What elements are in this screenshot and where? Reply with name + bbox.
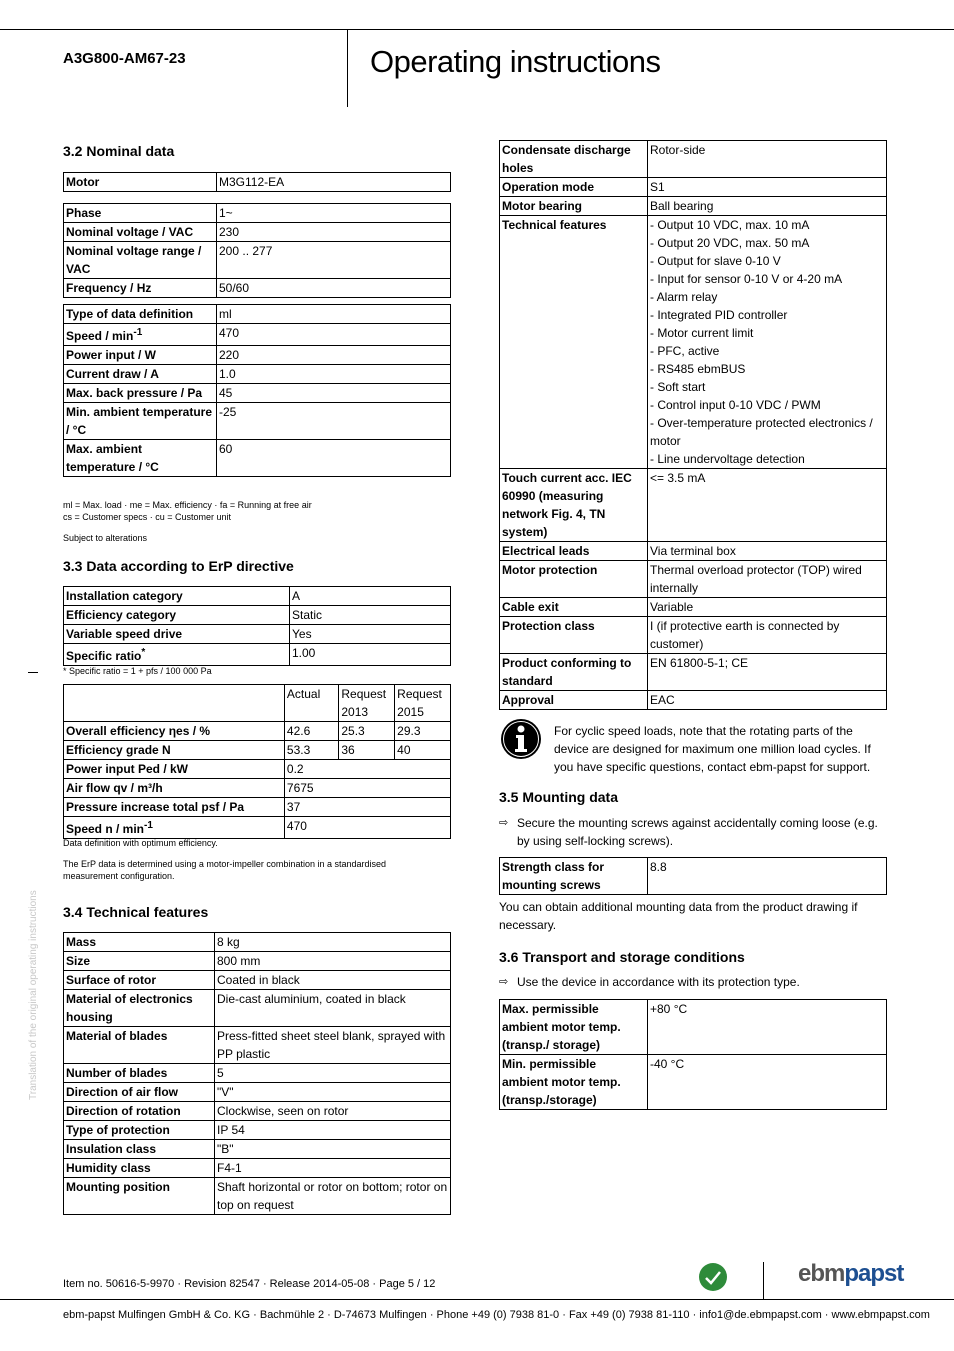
row-label: Nominal voltage range / VAC <box>64 242 217 279</box>
row-value: 470 <box>217 324 451 346</box>
arrow-icon: ⇨ <box>499 817 509 829</box>
table-row <box>64 1102 451 1121</box>
row-value: Yes <box>290 625 451 644</box>
table-row <box>64 346 451 365</box>
row-value: A <box>290 587 451 606</box>
row-value: 800 mm <box>215 952 451 971</box>
note-alterations: Subject to alterations <box>63 533 148 543</box>
feature-item: - Alarm relay <box>650 290 718 304</box>
feature-item: - Integrated PID controller <box>650 308 788 322</box>
mounting-bullet-text: Secure the mounting screws against accidentally coming loose (e.g. by using self-locking screws). <box>517 816 878 848</box>
row-label: Max. back pressure / Pa <box>64 384 217 403</box>
table-row <box>500 141 887 178</box>
row-value: Die-cast aluminium, coated in black <box>215 990 451 1027</box>
transport-bullet <box>499 973 897 991</box>
row-value: Ball bearing <box>648 197 887 216</box>
section-heading-mounting: 3.5 Mounting data <box>499 789 618 805</box>
row-label: Humidity class <box>64 1159 215 1178</box>
transport-bullet-text: Use the device in accordance with its protection type. <box>517 975 800 989</box>
section-heading-technical: 3.4 Technical features <box>63 904 209 920</box>
table-row <box>500 216 887 469</box>
table-row <box>64 644 451 666</box>
feature-item: - Motor current limit <box>650 326 754 340</box>
table-row <box>500 1000 887 1055</box>
row-value: 29.3 <box>395 722 451 741</box>
table-row <box>64 606 451 625</box>
row-value: 0.2 <box>284 760 450 779</box>
row-value: 25.3 <box>339 722 395 741</box>
table-row <box>500 469 887 542</box>
row-value: 60 <box>217 440 451 477</box>
row-label: Type of protection <box>64 1121 215 1140</box>
table-row <box>500 617 887 654</box>
section-heading-erp: 3.3 Data according to ErP directive <box>63 558 294 574</box>
technical-table <box>63 932 451 1215</box>
row-value: 37 <box>284 798 450 817</box>
table-row <box>64 305 451 324</box>
table-row <box>64 722 451 741</box>
performance-table <box>63 304 451 477</box>
row-value: 220 <box>217 346 451 365</box>
row-value: IP 54 <box>215 1121 451 1140</box>
mounting-paragraph: You can obtain additional mounting data from the product drawing if necessary. <box>499 900 858 932</box>
transport-table <box>499 999 887 1110</box>
row-label: Min. permissible ambient motor temp. (transp./storage) <box>500 1055 648 1110</box>
footer-company: ebm-papst Mulfingen GmbH & Co. KG · Bachmühle 2 · D-74673 Mulfingen · Phone +49 (0) 7938 81-0 · Fax +49 (0) 7938 81-110 · info1@de.ebmpapst.com · www.ebmpapst.com <box>63 1309 930 1321</box>
row-value: 1.0 <box>217 365 451 384</box>
row-value: Static <box>290 606 451 625</box>
table-row <box>500 561 887 598</box>
row-value: +80 °C <box>648 1000 887 1055</box>
row-label: Insulation class <box>64 1140 215 1159</box>
section-heading-nominal: 3.2 Nominal data <box>63 143 175 159</box>
row-label: Max. permissible ambient motor temp. (transp./ storage) <box>500 1000 648 1055</box>
row-value: 1~ <box>217 204 451 223</box>
row-label: Type of data definition <box>64 305 217 324</box>
row-value: 470 <box>284 817 450 839</box>
page-title: Operating instructions <box>370 44 661 79</box>
row-value: Clockwise, seen on rotor <box>215 1102 451 1121</box>
table-row <box>64 173 451 192</box>
row-value: S1 <box>648 178 887 197</box>
table-row <box>500 542 887 561</box>
table-row <box>64 365 451 384</box>
table-row <box>64 817 451 839</box>
row-value: 36 <box>339 741 395 760</box>
row-value: 8 kg <box>215 933 451 952</box>
superscript: * <box>141 647 146 658</box>
row-label: Power input Ped / kW <box>64 760 285 779</box>
table-row <box>64 625 451 644</box>
model-number: A3G800-AM67-23 <box>63 50 186 67</box>
table-row <box>64 440 451 477</box>
table-row <box>500 178 887 197</box>
row-value: ml <box>217 305 451 324</box>
row-value: <= 3.5 mA <box>648 469 887 542</box>
table-row <box>64 204 451 223</box>
row-label: Efficiency grade N <box>64 741 285 760</box>
row-label: Direction of rotation <box>64 1102 215 1121</box>
table-row <box>64 1178 451 1215</box>
row-value: Press-fitted sheet steel blank, sprayed with PP plastic <box>215 1027 451 1064</box>
feature-item: - PFC, active <box>650 344 720 358</box>
note-optimum: Data definition with optimum efficiency. <box>63 838 218 848</box>
feature-item: - RS485 ebmBUS <box>650 362 746 376</box>
table-row <box>64 1083 451 1102</box>
table-row <box>500 691 887 710</box>
margin-mark <box>28 672 38 673</box>
feature-item: - Control input 0-10 VDC / PWM <box>650 398 821 412</box>
row-value: EAC <box>648 691 887 710</box>
table-row <box>64 798 451 817</box>
row-label: Variable speed drive <box>64 625 290 644</box>
row-label: Electrical leads <box>500 542 648 561</box>
row-value: Rotor-side <box>648 141 887 178</box>
row-value: 45 <box>217 384 451 403</box>
row-value: EN 61800-5-1; CE <box>648 654 887 691</box>
row-label: Speed n / $\min^{-1}$ <box>64 817 285 839</box>
row-label: Direction of air flow <box>64 1083 215 1102</box>
footer-rule <box>0 1299 954 1300</box>
feature-item: - Output for slave 0-10 V <box>650 254 781 268</box>
row-label: Frequency / Hz <box>64 279 217 298</box>
row-value: Coated in black <box>215 971 451 990</box>
row-label: Mass <box>64 933 215 952</box>
row-label: Touch current acc. IEC 60990 (measuring network Fig. 4, TN system) <box>500 469 648 542</box>
row-label: Condensate discharge holes <box>500 141 648 178</box>
row-label: Technical features <box>500 216 648 469</box>
row-value: Thermal overload protector (TOP) wired internally <box>648 561 887 598</box>
row-value: "B" <box>215 1140 451 1159</box>
table-row <box>500 1055 887 1110</box>
row-value: Via terminal box <box>648 542 887 561</box>
table-row <box>64 384 451 403</box>
table-row <box>64 1140 451 1159</box>
header-blank <box>64 685 285 722</box>
row-value: 50/60 <box>217 279 451 298</box>
note-erp-1: The ErP data is determined using a motor-impeller combination in a standardised <box>63 859 387 869</box>
feature-item: - Output 10 VDC, max. 10 mA <box>650 218 810 232</box>
row-label: Material of blades <box>64 1027 215 1064</box>
feature-item: - Line undervoltage detection <box>650 452 805 466</box>
row-label: Speed / $\min^{-1}$ <box>64 324 217 346</box>
feature-item: - Output 20 VDC, max. 50 mA <box>650 236 810 250</box>
row-value: 230 <box>217 223 451 242</box>
row-label: Product conforming to standard <box>500 654 648 691</box>
footer-divider <box>763 1262 764 1300</box>
row-label: Motor <box>64 173 217 192</box>
table-row <box>500 598 887 617</box>
info-icon <box>500 718 542 760</box>
footer-item-info: Item no. 50616-5-9970 · Revision 82547 · Release 2014-05-08 · Page 5 / 12 <box>63 1278 436 1290</box>
ebmpapst-logo: ebmpapst <box>798 1260 904 1287</box>
row-label: Material of electronics housing <box>64 990 215 1027</box>
row-label: Cable exit <box>500 598 648 617</box>
row-label: Operation mode <box>500 178 648 197</box>
mounting-table <box>499 857 887 895</box>
note-load: ml = Max. load · me = Max. efficiency · fa = Running at free air <box>63 500 312 510</box>
right-spec-table <box>499 140 887 710</box>
electrical-table <box>63 203 451 298</box>
table-row <box>64 1159 451 1178</box>
note-specific-ratio: * Specific ratio = 1 + pfs / 100 000 Pa <box>63 666 212 676</box>
table-row <box>64 1027 451 1064</box>
arrow-icon: ⇨ <box>499 976 509 988</box>
table-row <box>64 242 451 279</box>
row-label: Specific ratio* <box>64 644 290 666</box>
row-value: 40 <box>395 741 451 760</box>
row-label: Strength class for mounting screws <box>500 858 648 895</box>
table-row <box>500 654 887 691</box>
technical-feature-list <box>648 216 887 469</box>
efficiency-table <box>63 684 451 839</box>
row-label: Installation category <box>64 587 290 606</box>
sidebar-translation-note: Translation of the original operating instructions <box>28 890 39 1100</box>
row-label: Phase <box>64 204 217 223</box>
row-label: Mounting position <box>64 1178 215 1215</box>
mounting-bullet <box>499 814 887 850</box>
feature-item: - Input for sensor 0-10 V or 4-20 mA <box>650 272 843 286</box>
row-value: 53.3 <box>284 741 338 760</box>
row-label: Surface of rotor <box>64 971 215 990</box>
note-erp-2: measurement configuration. <box>63 871 175 881</box>
row-value: M3G112-EA <box>217 173 451 192</box>
table-row <box>64 990 451 1027</box>
table-row <box>64 223 451 242</box>
table-row <box>500 858 887 895</box>
row-label: Size <box>64 952 215 971</box>
row-label: Overall efficiency ηes / % <box>64 722 285 741</box>
row-value: 5 <box>215 1064 451 1083</box>
row-label: Protection class <box>500 617 648 654</box>
row-label: Nominal voltage / VAC <box>64 223 217 242</box>
row-label: Min. ambient temperature / °C <box>64 403 217 440</box>
row-value: 8.8 <box>648 858 887 895</box>
column-header: Request 2013 <box>339 685 395 722</box>
table-row <box>64 324 451 346</box>
row-label: Current draw / A <box>64 365 217 384</box>
row-label: Power input / W <box>64 346 217 365</box>
row-label: Pressure increase total psf / Pa <box>64 798 285 817</box>
row-value: F4-1 <box>215 1159 451 1178</box>
row-value: 42.6 <box>284 722 338 741</box>
table-row <box>64 403 451 440</box>
row-value: 1.00 <box>290 644 451 666</box>
table-row <box>64 741 451 760</box>
header-top-rule <box>0 29 954 30</box>
table-header-row <box>64 685 451 722</box>
row-label: Number of blades <box>64 1064 215 1083</box>
table-row <box>64 587 451 606</box>
table-row <box>64 779 451 798</box>
row-label: Efficiency category <box>64 606 290 625</box>
row-label: Motor protection <box>500 561 648 598</box>
table-row <box>64 933 451 952</box>
table-row <box>500 197 887 216</box>
table-row <box>64 971 451 990</box>
column-header: Actual <box>284 685 338 722</box>
row-value: Shaft horizontal or rotor on bottom; rotor on top on request <box>215 1178 451 1215</box>
row-value: -25 <box>217 403 451 440</box>
row-label: Max. ambient temperature / °C <box>64 440 217 477</box>
row-label: Air flow qv / m³/h <box>64 779 285 798</box>
row-value: Variable <box>648 598 887 617</box>
table-row <box>64 1064 451 1083</box>
superscript: -1 <box>133 327 143 338</box>
header-divider <box>347 29 348 107</box>
section-heading-transport: 3.6 Transport and storage conditions <box>499 949 745 965</box>
row-value: 7675 <box>284 779 450 798</box>
table-row <box>64 279 451 298</box>
green-tech-badge-icon <box>698 1262 728 1292</box>
column-header: Request 2015 <box>395 685 451 722</box>
table-row <box>64 952 451 971</box>
superscript: -1 <box>144 820 153 831</box>
info-note: For cyclic speed loads, note that the rotating parts of the device are designed for maximum one million load cycles. If you have specific questions, contact ebm-papst for support. <box>554 724 871 774</box>
row-label: Approval <box>500 691 648 710</box>
row-value: I (if protective earth is connected by customer) <box>648 617 887 654</box>
erp-table <box>63 586 451 666</box>
feature-item: - Over-temperature protected electronics / motor <box>650 416 873 448</box>
motor-table <box>63 172 451 192</box>
table-row <box>64 1121 451 1140</box>
row-value: 200 .. 277 <box>217 242 451 279</box>
row-value: "V" <box>215 1083 451 1102</box>
feature-item: - Soft start <box>650 380 706 394</box>
row-label: Motor bearing <box>500 197 648 216</box>
note-customer: cs = Customer specs · cu = Customer unit <box>63 512 232 522</box>
table-row <box>64 760 451 779</box>
row-value: -40 °C <box>648 1055 887 1110</box>
